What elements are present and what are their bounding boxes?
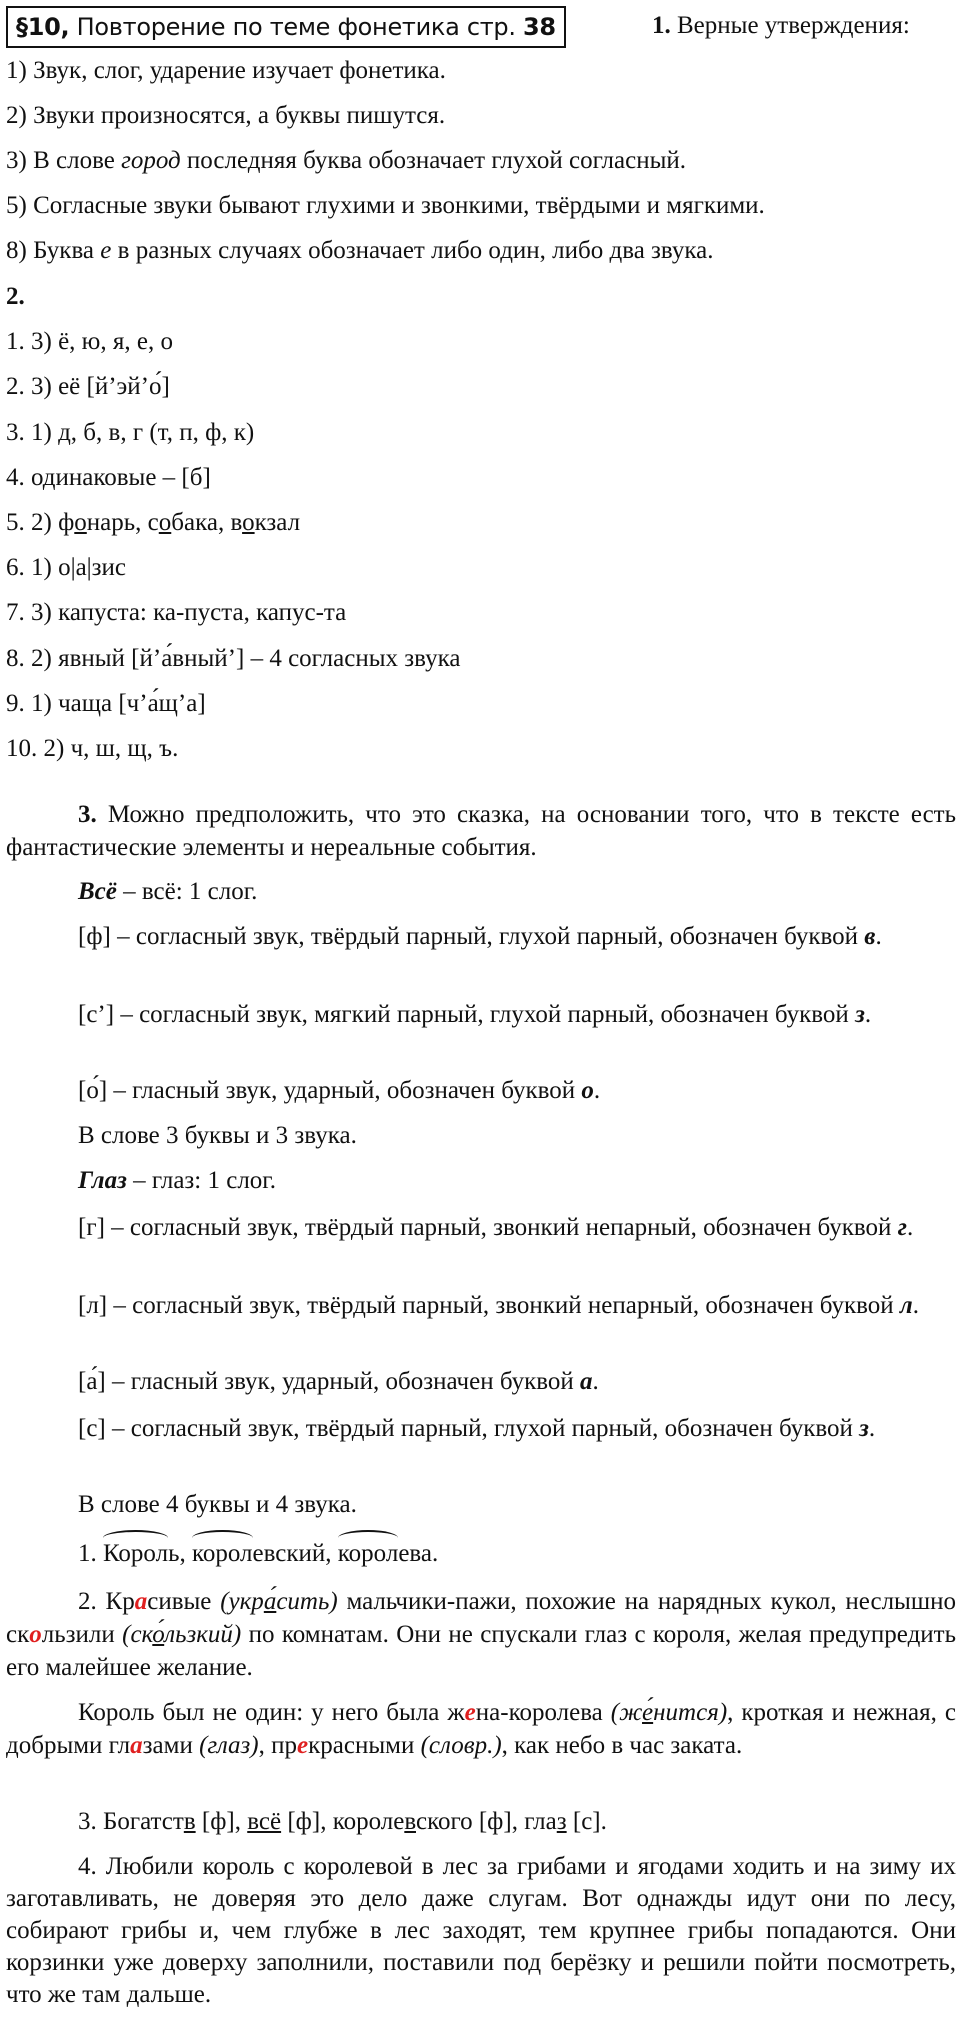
task2-item: 7. 3) капуста: ка-пуста, капус-та [6, 599, 347, 626]
section-header [6, 6, 566, 48]
sound-description: [ф] – согласный звук, твёрдый парный, глухой парный, обозначен буквой в. [78, 923, 882, 950]
section-number: §10, [16, 13, 70, 41]
task3-intro: 3. Можно предположить, что это сказка, на основании того, что в тексте есть фантастические элементы и нереальные события. [6, 801, 956, 861]
sound-description: [с] – согласный звук, твёрдый парный, глухой парный, обозначен буквой з. [78, 1415, 876, 1442]
sound-description: [г] – согласный звук, твёрдый парный, звонкий непарный, обозначен буквой г. [78, 1214, 914, 1241]
section-title: Повторение по теме фонетика стр. [76, 13, 516, 41]
task1-title: Верные утверждения: [677, 12, 910, 39]
task2-number: 2. [6, 283, 25, 310]
word-heading: Глаз – глаз: 1 слог. [78, 1167, 276, 1194]
task1-item: 1) Звук, слог, ударение изучает фонетика. [6, 57, 446, 84]
sound-description: [о́] – гласный звук, ударный, обозначен буквой о. [78, 1077, 601, 1104]
sound-description: [с’] – согласный звук, мягкий парный, глухой парный, обозначен буквой з. [78, 1001, 872, 1028]
sound-description: [л] – согласный звук, твёрдый парный, звонкий непарный, обозначен буквой л. [78, 1292, 920, 1319]
paragraph-4: 4. Любили король с королевой в лес за грибами и ягодами ходить и на зиму их заготавливать, не доверяя это дело даже слугам. Вот однажды идут они по лесу, собирают грибы и, чем глубже в лес заходят, тем крупнее грибы попадаются. Они корзинки уже доверху заполнили, поставили под берёзку и решили пойти посмотреть, что же там дальше. [6, 1853, 956, 2008]
task2-item: 2. 3) её [й’эй’о́] [6, 373, 170, 400]
task1-number: 1. [652, 12, 671, 39]
letter-count: В слове 4 буквы и 4 звука. [78, 1491, 357, 1518]
word-heading: Всё – всё: 1 слог. [78, 878, 258, 905]
sound-description: [а́] – гласный звук, ударный, обозначен буквой а. [78, 1368, 599, 1395]
task2-item: 10. 2) ч, ш, щ, ъ. [6, 735, 179, 762]
task1-item: 3) В слове город последняя буква обозначает глухой согласный. [6, 147, 687, 174]
task2-item: 6. 1) о|а|зис [6, 554, 127, 581]
task2-item: 1. 3) ё, ю, я, е, о [6, 328, 173, 355]
task2-item: 4. одинаковые – [б] [6, 464, 211, 491]
page-number: 38 [523, 13, 556, 41]
paragraph-2b: Король был не один: у него была жена-королева (же́нится), кроткая и нежная, с добрыми глазами (глаз), прекрасными (словр.), как небо в час заката. [6, 1699, 956, 1759]
task2-item: 5. 2) фонарь, собака, вокзал [6, 509, 301, 536]
root-arc: корол [191, 1540, 253, 1567]
paragraph-3: 3. Богатств [ф], всё [ф], королевского [ф], глаз [с]. [78, 1808, 607, 1835]
task2-item: 9. 1) чаща [ч’а́щ’а] [6, 690, 206, 717]
root-arc: Корол [103, 1540, 169, 1567]
paragraph-2: 2. Красивые (укра́сить) мальчики-пажи, похожие на нарядных кукол, неслышно скользили (ско́льзкий) по комнатам. Они не спускали глаз с короля, желая предупредить его малейшее желание. [6, 1588, 956, 1681]
task2-item: 3. 1) д, б, в, г (т, п, ф, к) [6, 419, 255, 446]
letter-count: В слове 3 буквы и 3 звука. [78, 1122, 357, 1149]
task1-item: 5) Согласные звуки бывают глухими и звонкими, твёрдыми и мягкими. [6, 192, 765, 219]
task1-heading [652, 9, 910, 43]
task1-item: 2) Звуки произносятся, а буквы пишутся. [6, 102, 446, 129]
task2-item: 8. 2) явный [й’а́вный’] – 4 согласных звука [6, 645, 461, 672]
root-words-line: 1. Король, королевский, королева. [78, 1540, 439, 1567]
task1-item: 8) Буква е в разных случаях обозначает либо один, либо два звука. [6, 237, 714, 264]
root-arc: корол [337, 1540, 399, 1567]
